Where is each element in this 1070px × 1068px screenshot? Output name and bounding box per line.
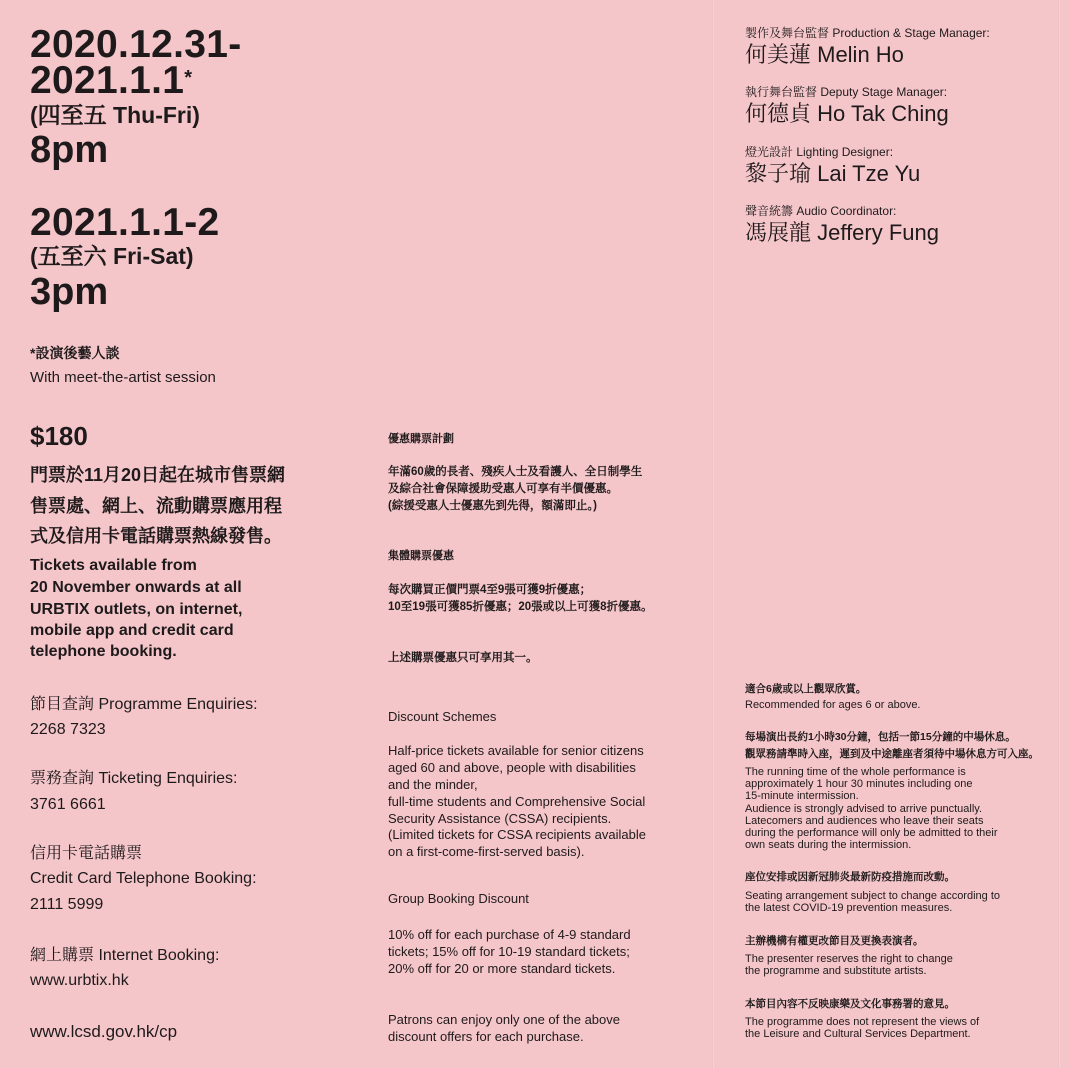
date1-time: 8pm xyxy=(30,129,109,171)
ticket-info-en-5: telephone booking. xyxy=(30,643,177,660)
date2-days: (五至六 Fri-Sat) xyxy=(30,243,194,269)
fold-line-right xyxy=(1058,0,1060,1068)
running-time-en-5: Latecomers and audiences who leave their seats xyxy=(745,815,984,827)
one-offer-only-en-2: discount offers for each purchase. xyxy=(388,1029,584,1044)
views-notice-zh: 本節目內容不反映康樂及文化事務署的意見。 xyxy=(745,998,955,1010)
credit-card-booking-phone: 2111 5999 xyxy=(30,896,104,913)
group-booking-en-1: 10% off for each purchase of 4-9 standard xyxy=(388,927,631,942)
credit-name-production: 何美蓮 Melin Ho xyxy=(745,42,904,67)
group-booking-en-3: 20% off for 20 or more standard tickets. xyxy=(388,961,616,976)
credit-role-deputy: 執行舞台監督 Deputy Stage Manager: xyxy=(745,85,948,99)
artist-talk-note-en: With meet-the-artist session xyxy=(30,369,216,386)
group-booking-heading-en: Group Booking Discount xyxy=(388,891,529,906)
credit-role-production: 製作及舞台監督 Production & Stage Manager: xyxy=(745,26,990,40)
discount-scheme-zh-2: 及綜合社會保障援助受惠人可享有半價優惠。 xyxy=(388,483,618,495)
running-time-en-4: Audience is strongly advised to arrive punctually. xyxy=(745,803,983,815)
programme-enquiries-phone: 2268 7323 xyxy=(30,721,106,738)
age-notice-zh: 適合6歲或以上觀眾欣賞。 xyxy=(745,683,867,695)
group-booking-zh-2: 10至19張可獲85折優惠；20張或以上可獲8折優惠。 xyxy=(388,601,653,613)
ticket-price: $180 xyxy=(30,421,88,451)
ticket-info-zh-3: 式及信用卡電話購票熱線發售。 xyxy=(30,526,282,546)
credit-name-audio: 馮展龍 Jeffery Fung xyxy=(745,220,939,245)
views-notice-en-1: The programme does not represent the views of xyxy=(745,1016,980,1028)
discount-scheme-zh-3: (綜援受惠人士優惠先到先得，額滿即止。) xyxy=(388,500,597,512)
running-time-en-6: during the performance will only be admitted to their xyxy=(745,827,998,839)
seating-notice-en-1: Seating arrangement subject to change according to xyxy=(745,890,1000,902)
running-time-en-3: 15-minute intermission. xyxy=(745,790,859,802)
running-time-zh-2: 觀眾務請準時入座，遲到及中途離座者須待中場休息方可入座。 xyxy=(745,748,1039,760)
internet-booking-label: 網上購票 Internet Booking: xyxy=(30,947,220,964)
artist-talk-note-zh: *設演後藝人談 xyxy=(30,345,120,361)
credit-name-deputy: 何德貞 Ho Tak Ching xyxy=(745,101,949,126)
ticketing-enquiries-phone: 3761 6661 xyxy=(30,796,106,813)
ticketing-enquiries-label: 票務查詢 Ticketing Enquiries: xyxy=(30,770,238,787)
group-booking-en-2: tickets; 15% off for 10-19 standard tickets; xyxy=(388,944,630,959)
presenter-notice-zh: 主辦機構有權更改節目及更換表演者。 xyxy=(745,935,924,947)
date1-line1: 2020.12.31- xyxy=(30,23,242,66)
credit-card-booking-label-zh: 信用卡電話購票 xyxy=(30,845,143,862)
discount-scheme-heading-en: Discount Schemes xyxy=(388,709,497,724)
group-booking-zh-1: 每次購買正價門票4至9張可獲9折優惠； xyxy=(388,584,592,596)
discount-scheme-en-1: Half-price tickets available for senior citizens xyxy=(388,743,644,758)
date2: 2021.1.1-2 xyxy=(30,201,220,244)
ticket-info-en-2: 20 November onwards at all xyxy=(30,579,242,596)
fold-line-left xyxy=(712,0,714,1068)
presenter-notice-en-1: The presenter reserves the right to change xyxy=(745,953,953,965)
one-offer-only-zh: 上述購票優惠只可享用其一。 xyxy=(388,652,538,664)
credit-card-booking-label-en: Credit Card Telephone Booking: xyxy=(30,870,257,887)
presenter-notice-en-2: the programme and substitute artists. xyxy=(745,965,927,977)
ticket-info-zh-1: 門票於11月20日起在城市售票網 xyxy=(30,465,286,485)
age-notice-en: Recommended for ages 6 or above. xyxy=(745,699,921,711)
seating-notice-en-2: the latest COVID-19 prevention measures. xyxy=(745,902,953,914)
running-time-zh-1: 每場演出長約1小時30分鐘，包括一節15分鐘的中場休息。 xyxy=(745,731,1016,743)
discount-scheme-en-4: full-time students and Comprehensive Social xyxy=(388,794,646,809)
running-time-en-2: approximately 1 hour 30 minutes including one xyxy=(745,778,973,790)
one-offer-only-en-1: Patrons can enjoy only one of the above xyxy=(388,1012,620,1027)
credit-role-lighting: 燈光設計 Lighting Designer: xyxy=(745,145,894,159)
seating-notice-zh: 座位安排或因新冠肺炎最新防疫措施而改動。 xyxy=(745,871,955,883)
internet-booking-url[interactable]: www.urbtix.hk xyxy=(30,972,129,989)
ticket-info-en-4: mobile app and credit card xyxy=(30,622,234,639)
discount-scheme-zh-1: 年滿60歲的長者、殘疾人士及看護人、全日制學生 xyxy=(388,466,643,478)
date2-time: 3pm xyxy=(30,271,109,313)
date1-days: (四至五 Thu-Fri) xyxy=(30,102,200,128)
views-notice-en-2: the Leisure and Cultural Services Department. xyxy=(745,1028,971,1040)
programme-enquiries-label: 節目查詢 Programme Enquiries: xyxy=(30,696,258,713)
date1-line2: 2021.1.1* xyxy=(30,59,193,102)
discount-scheme-en-5: Security Assistance (CSSA) recipients. xyxy=(388,811,612,826)
running-time-en-1: The running time of the whole performance is xyxy=(745,766,966,778)
credit-name-lighting: 黎子瑜 Lai Tze Yu xyxy=(745,161,921,186)
discount-scheme-en-2: aged 60 and above, people with disabilities xyxy=(388,760,636,775)
ticket-info-zh-2: 售票處、網上、流動購票應用程 xyxy=(30,496,282,516)
discount-scheme-en-3: and the minder, xyxy=(388,777,478,792)
discount-scheme-en-7: on a first-come-first-served basis). xyxy=(388,844,585,859)
discount-scheme-en-6: (Limited tickets for CSSA recipients available xyxy=(388,827,646,842)
ticket-info-en-1: Tickets available from xyxy=(30,557,197,574)
date1-asterisk: * xyxy=(184,67,193,89)
credit-role-audio: 聲音統籌 Audio Coordinator: xyxy=(745,204,897,218)
group-booking-heading-zh: 集體購票優惠 xyxy=(388,550,454,562)
lcsd-website[interactable]: www.lcsd.gov.hk/cp xyxy=(30,1022,178,1041)
discount-scheme-heading-zh: 優惠購票計劃 xyxy=(388,433,454,445)
running-time-en-7: own seats during the intermission. xyxy=(745,839,912,851)
ticket-info-en-3: URBTIX outlets, on internet, xyxy=(30,601,243,618)
